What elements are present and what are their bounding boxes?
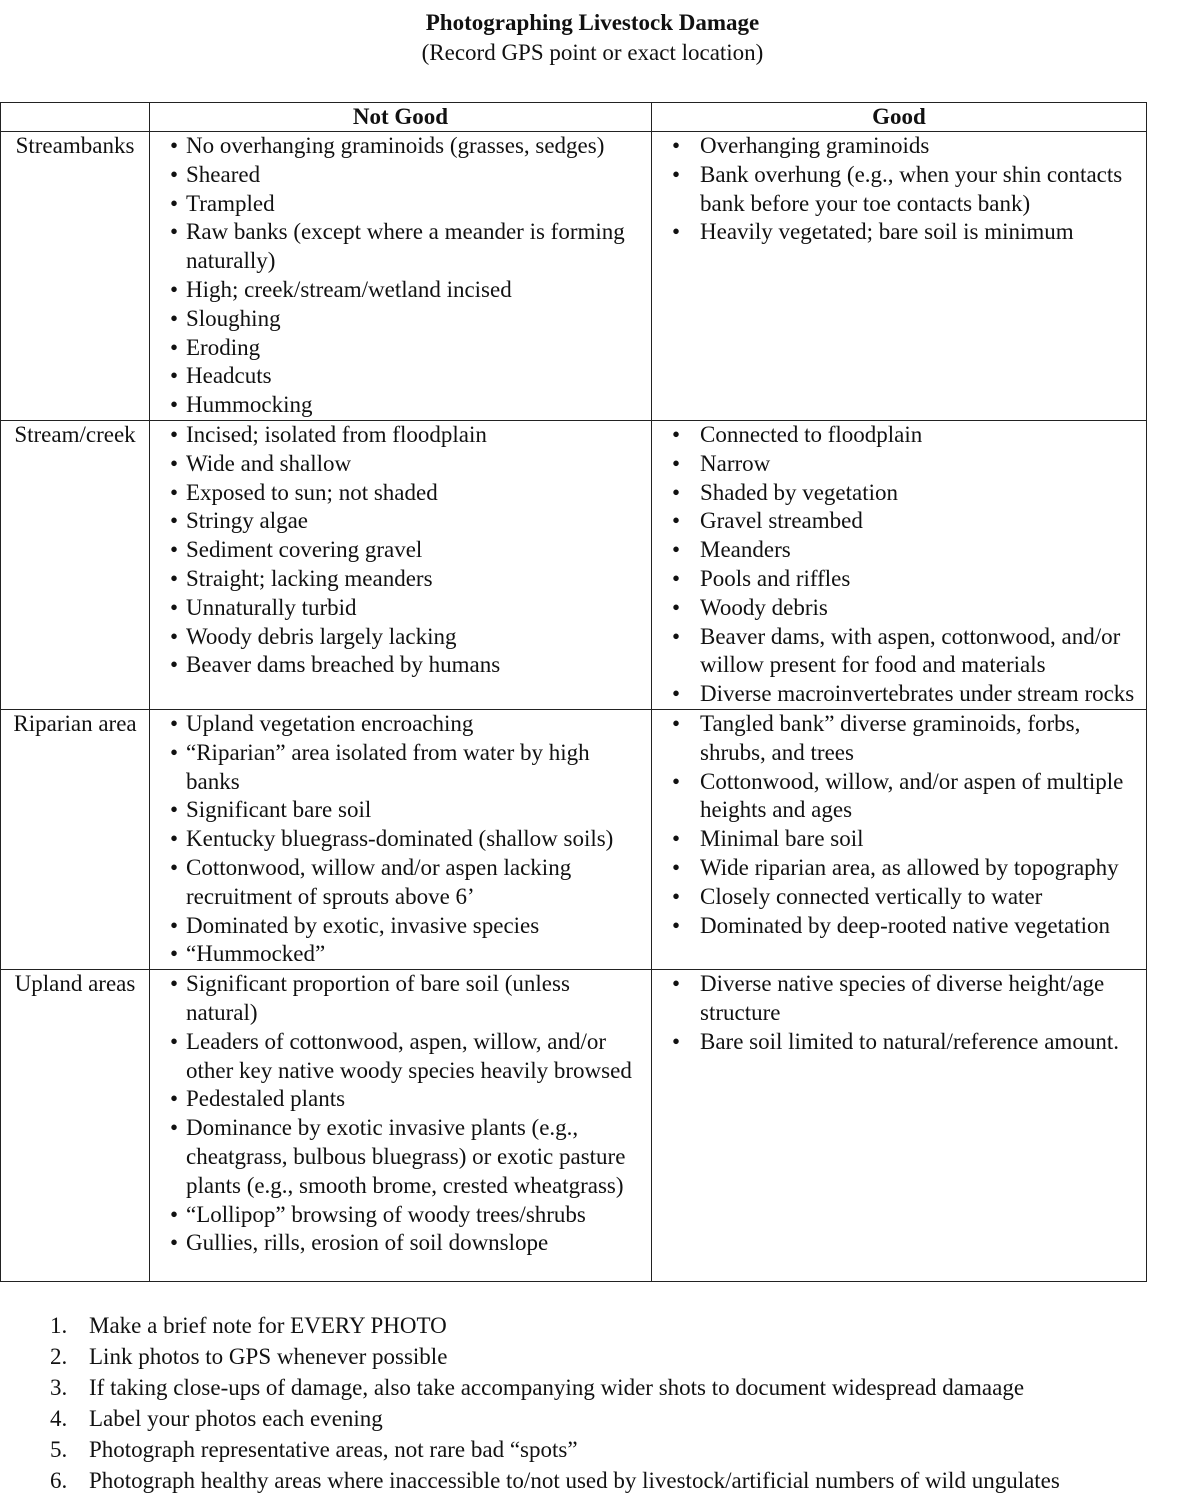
note-number: 2. — [50, 1344, 68, 1369]
note-item — [0, 1310, 1060, 1341]
list-item: • Shaded by vegetation — [652, 479, 1142, 508]
list-item: • No overhanging graminoids (grasses, sedges) — [150, 132, 647, 161]
list-item: • Beaver dams, with aspen, cottonwood, and/or willow present for food and materials — [652, 623, 1142, 681]
not-good-list — [150, 710, 651, 969]
list-item: • Closely connected vertically to water — [652, 883, 1142, 912]
list-item: • Narrow — [652, 450, 1142, 479]
not-good-list — [150, 132, 651, 420]
not-good-cell — [150, 710, 652, 970]
list-item: • Gullies, rills, erosion of soil downslope — [150, 1229, 647, 1258]
note-item — [0, 1372, 1060, 1403]
good-list — [652, 132, 1146, 247]
good-list — [652, 970, 1146, 1056]
list-item: • Bare soil limited to natural/reference amount. — [652, 1028, 1142, 1057]
list-item: • Pools and riffles — [652, 565, 1142, 594]
note-text: Label your photos each evening — [89, 1406, 383, 1431]
list-item: • Woody debris — [652, 594, 1142, 623]
list-item: • Hummocking — [150, 391, 647, 420]
note-item — [0, 1434, 1060, 1465]
list-item: • Unnaturally turbid — [150, 594, 647, 623]
list-item: • Pedestaled plants — [150, 1085, 647, 1114]
not-good-list — [150, 421, 651, 680]
list-item: • Wide riparian area, as allowed by topography — [652, 854, 1142, 883]
header-label-column — [1, 103, 150, 132]
not-good-cell — [150, 132, 652, 421]
list-item: • Woody debris largely lacking — [150, 623, 647, 652]
list-item: • Significant bare soil — [150, 796, 647, 825]
list-item: • Trampled — [150, 190, 647, 219]
list-item: • Gravel streambed — [652, 507, 1142, 536]
page-subtitle: (Record GPS point or exact location) — [421, 40, 764, 65]
note-number: 3. — [50, 1375, 68, 1400]
table-row — [1, 132, 1147, 421]
table-body — [1, 132, 1147, 1282]
note-text: Make a brief note for EVERY PHOTO — [89, 1313, 447, 1338]
list-item: • Sheared — [150, 161, 647, 190]
not-good-cell — [150, 970, 652, 1282]
notes-list — [0, 1310, 1060, 1496]
note-item — [0, 1341, 1060, 1372]
list-item: • Headcuts — [150, 362, 647, 391]
list-item: • Bank overhung (e.g., when your shin contacts bank before your toe contacts bank) — [652, 161, 1142, 219]
table-row — [1, 710, 1147, 970]
list-item: • Exposed to sun; not shaded — [150, 479, 647, 508]
list-item: • Meanders — [652, 536, 1142, 565]
header-good: Good — [652, 103, 1147, 132]
note-text: If taking close-ups of damage, also take accompanying wider shots to document widespread damaage — [89, 1375, 1025, 1400]
list-item: • Upland vegetation encroaching — [150, 710, 647, 739]
good-list — [652, 710, 1146, 940]
list-item: • Sloughing — [150, 305, 647, 334]
list-item: • Eroding — [150, 334, 647, 363]
good-cell — [652, 132, 1147, 421]
list-item: • Diverse macroinvertebrates under stream rocks — [652, 680, 1142, 709]
row-label: Upland areas — [1, 970, 150, 1282]
list-item: • “Lollipop” browsing of woody trees/shrubs — [150, 1201, 647, 1230]
list-item: • Dominated by deep-rooted native vegetation — [652, 912, 1142, 941]
good-list — [652, 421, 1146, 709]
note-number: 1. — [50, 1313, 68, 1338]
list-item: • Kentucky bluegrass-dominated (shallow soils) — [150, 825, 647, 854]
note-item — [0, 1465, 1060, 1496]
row-label: Stream/creek — [1, 421, 150, 710]
list-item: • Dominated by exotic, invasive species — [150, 912, 647, 941]
list-item: • Wide and shallow — [150, 450, 647, 479]
list-item: • Cottonwood, willow and/or aspen lacking recruitment of sprouts above 6’ — [150, 854, 647, 912]
list-item: • Leaders of cottonwood, aspen, willow, and/or other key native woody species heavily browsed — [150, 1028, 647, 1086]
list-item: • High; creek/stream/wetland incised — [150, 276, 647, 305]
list-item: • Minimal bare soil — [652, 825, 1142, 854]
not-good-cell — [150, 421, 652, 710]
list-item: • Incised; isolated from floodplain — [150, 421, 647, 450]
list-item: • Stringy algae — [150, 507, 647, 536]
list-item: • Heavily vegetated; bare soil is minimum — [652, 218, 1142, 247]
damage-table — [0, 102, 1147, 1282]
table-row — [1, 970, 1147, 1282]
list-item: • Significant proportion of bare soil (unless natural) — [150, 970, 647, 1028]
note-number: 4. — [50, 1406, 68, 1431]
note-text: Link photos to GPS whenever possible — [89, 1344, 448, 1369]
not-good-list — [150, 970, 651, 1258]
note-number: 6. — [50, 1468, 68, 1493]
table-row — [1, 421, 1147, 710]
list-item: • Dominance by exotic invasive plants (e.g., cheatgrass, bulbous bluegrass) or exotic pasture plants (e.g., smooth brome, crested wheatgrass) — [150, 1114, 647, 1200]
note-text: Photograph healthy areas where inaccessible to/not used by livestock/artificial numbers of wild ungulates — [89, 1468, 1060, 1493]
list-item: • Cottonwood, willow, and/or aspen of multiple heights and ages — [652, 768, 1142, 826]
list-item: • Beaver dams breached by humans — [150, 651, 647, 680]
list-item: • Raw banks (except where a meander is forming naturally) — [150, 218, 647, 276]
row-label: Streambanks — [1, 132, 150, 421]
list-item: • Connected to floodplain — [652, 421, 1142, 450]
list-item: • Tangled bank” diverse graminoids, forbs, shrubs, and trees — [652, 710, 1142, 768]
table-header-row — [1, 103, 1147, 132]
note-text: Photograph representative areas, not rare bad “spots” — [89, 1437, 578, 1462]
list-item: • Straight; lacking meanders — [150, 565, 647, 594]
good-cell — [652, 710, 1147, 970]
note-number: 5. — [50, 1437, 68, 1462]
header-not-good: Not Good — [150, 103, 652, 132]
page-title: Photographing Livestock Damage — [425, 10, 760, 35]
row-label: Riparian area — [1, 710, 150, 970]
list-item: • Diverse native species of diverse height/age structure — [652, 970, 1142, 1028]
list-item: • “Riparian” area isolated from water by high banks — [150, 739, 647, 797]
good-cell — [652, 421, 1147, 710]
good-cell — [652, 970, 1147, 1282]
note-item — [0, 1403, 1060, 1434]
list-item: • Sediment covering gravel — [150, 536, 647, 565]
list-item: • Overhanging graminoids — [652, 132, 1142, 161]
list-item: • “Hummocked” — [150, 940, 647, 969]
